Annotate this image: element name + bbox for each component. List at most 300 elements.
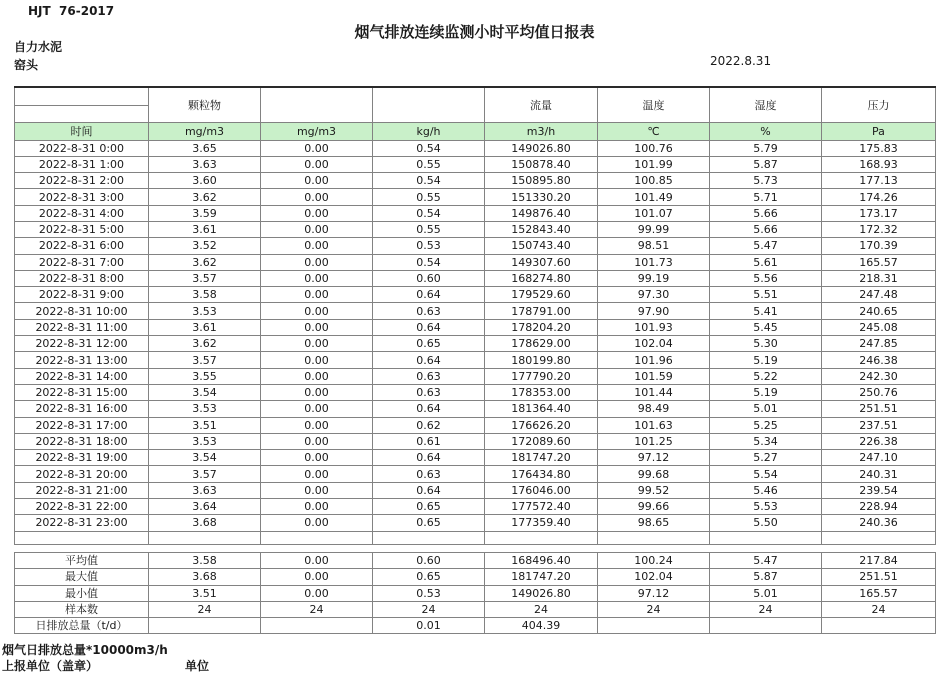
- value-cell: 3.55: [149, 368, 261, 384]
- time-cell: 2022-8-31 14:00: [15, 368, 149, 384]
- table-row: [15, 433, 936, 449]
- value-cell: 0.00: [261, 466, 373, 482]
- value-cell: 0.62: [373, 417, 485, 433]
- summary-label: 平均值: [15, 553, 149, 569]
- value-cell: 181747.20: [485, 450, 598, 466]
- value-cell: 101.07: [598, 205, 710, 221]
- summary-value-cell: 165.57: [822, 585, 936, 601]
- value-cell: 0.00: [261, 368, 373, 384]
- table-row: [15, 254, 936, 270]
- time-column-header: 时间: [15, 123, 149, 141]
- value-cell: 5.54: [710, 466, 822, 482]
- time-cell: 2022-8-31 18:00: [15, 433, 149, 449]
- value-cell: 0.00: [261, 384, 373, 400]
- value-cell: 239.54: [822, 482, 936, 498]
- value-cell: 172089.60: [485, 433, 598, 449]
- summary-value-cell: [261, 618, 373, 634]
- value-cell: 177359.40: [485, 515, 598, 531]
- table-row: [15, 336, 936, 352]
- value-cell: 3.51: [149, 417, 261, 433]
- summary-row: [15, 618, 936, 634]
- summary-label: 日排放总量（t/d）: [15, 618, 149, 634]
- value-cell: 0.64: [373, 352, 485, 368]
- value-cell: 228.94: [822, 499, 936, 515]
- value-cell: 177.13: [822, 173, 936, 189]
- summary-row: [15, 569, 936, 585]
- time-cell: 2022-8-31 21:00: [15, 482, 149, 498]
- col-header-blank-2: [373, 87, 485, 123]
- value-cell: 5.19: [710, 352, 822, 368]
- value-cell: 0.64: [373, 319, 485, 335]
- value-cell: 98.65: [598, 515, 710, 531]
- value-cell: 173.17: [822, 205, 936, 221]
- summary-value-cell: 0.01: [373, 618, 485, 634]
- col-header-humidity: 湿度: [710, 87, 822, 123]
- footnote-reporting-unit: 上报单位（盖章）: [2, 659, 99, 673]
- summary-value-cell: 404.39: [485, 618, 598, 634]
- value-cell: 5.87: [710, 156, 822, 172]
- value-cell: 0.64: [373, 287, 485, 303]
- table-row: [15, 368, 936, 384]
- value-cell: 0.00: [261, 140, 373, 156]
- value-cell: 3.61: [149, 319, 261, 335]
- value-cell: 0.54: [373, 173, 485, 189]
- value-cell: 0.64: [373, 401, 485, 417]
- header-blank-top: [15, 87, 149, 105]
- table-row: [15, 173, 936, 189]
- time-cell: 2022-8-31 20:00: [15, 466, 149, 482]
- col-header-temperature: 温度: [598, 87, 710, 123]
- value-cell: 101.96: [598, 352, 710, 368]
- summary-label: 样本数: [15, 601, 149, 617]
- time-cell: 2022-8-31 1:00: [15, 156, 149, 172]
- value-cell: 180199.80: [485, 352, 598, 368]
- value-cell: 99.99: [598, 221, 710, 237]
- footnote-unit: 单位: [185, 659, 210, 673]
- summary-value-cell: 0.60: [373, 553, 485, 569]
- value-cell: 240.36: [822, 515, 936, 531]
- time-cell: 2022-8-31 7:00: [15, 254, 149, 270]
- value-cell: 3.62: [149, 254, 261, 270]
- value-cell: 3.68: [149, 515, 261, 531]
- summary-label: 最大值: [15, 569, 149, 585]
- value-cell: 149876.40: [485, 205, 598, 221]
- value-cell: 240.31: [822, 466, 936, 482]
- table-row: [15, 205, 936, 221]
- unit-cell: ℃: [598, 123, 710, 141]
- value-cell: 218.31: [822, 270, 936, 286]
- value-cell: 101.59: [598, 368, 710, 384]
- summary-value-cell: 181747.20: [485, 569, 598, 585]
- data-rows: [15, 140, 936, 531]
- value-cell: 102.04: [598, 336, 710, 352]
- value-cell: 0.00: [261, 336, 373, 352]
- summary-value-cell: 24: [598, 601, 710, 617]
- value-cell: 0.54: [373, 254, 485, 270]
- value-cell: 3.57: [149, 466, 261, 482]
- value-cell: 5.61: [710, 254, 822, 270]
- table-row: [15, 156, 936, 172]
- table-row: [15, 515, 936, 531]
- value-cell: 247.10: [822, 450, 936, 466]
- table-row: [15, 303, 936, 319]
- value-cell: 100.76: [598, 140, 710, 156]
- value-cell: 0.00: [261, 401, 373, 417]
- table-row: [15, 417, 936, 433]
- value-cell: 99.52: [598, 482, 710, 498]
- value-cell: 101.63: [598, 417, 710, 433]
- summary-value-cell: [598, 618, 710, 634]
- value-cell: 0.65: [373, 515, 485, 531]
- value-cell: 0.54: [373, 140, 485, 156]
- blank-cell: [373, 531, 485, 544]
- report-date: 2022.8.31: [710, 54, 772, 68]
- value-cell: 5.25: [710, 417, 822, 433]
- value-cell: 3.54: [149, 384, 261, 400]
- value-cell: 237.51: [822, 417, 936, 433]
- time-cell: 2022-8-31 2:00: [15, 173, 149, 189]
- summary-value-cell: 102.04: [598, 569, 710, 585]
- col-header-flow: 流量: [485, 87, 598, 123]
- summary-value-cell: 5.87: [710, 569, 822, 585]
- value-cell: 5.45: [710, 319, 822, 335]
- header-blank-bottom: [15, 105, 149, 123]
- value-cell: 251.51: [822, 401, 936, 417]
- value-cell: 3.62: [149, 336, 261, 352]
- summary-value-cell: 24: [485, 601, 598, 617]
- value-cell: 3.53: [149, 433, 261, 449]
- time-cell: 2022-8-31 5:00: [15, 221, 149, 237]
- time-cell: 2022-8-31 4:00: [15, 205, 149, 221]
- value-cell: 0.00: [261, 156, 373, 172]
- blank-cell: [598, 531, 710, 544]
- value-cell: 152843.40: [485, 221, 598, 237]
- summary-row: [15, 585, 936, 601]
- value-cell: 178629.00: [485, 336, 598, 352]
- value-cell: 0.00: [261, 417, 373, 433]
- unit-cell: mg/m3: [149, 123, 261, 141]
- time-cell: 2022-8-31 0:00: [15, 140, 149, 156]
- unit-cell: mg/m3: [261, 123, 373, 141]
- blank-cell: [15, 531, 149, 544]
- table-row: [15, 450, 936, 466]
- summary-value-cell: 3.68: [149, 569, 261, 585]
- time-cell: 2022-8-31 3:00: [15, 189, 149, 205]
- value-cell: 5.22: [710, 368, 822, 384]
- value-cell: 0.00: [261, 433, 373, 449]
- summary-value-cell: 168496.40: [485, 553, 598, 569]
- time-cell: 2022-8-31 16:00: [15, 401, 149, 417]
- value-cell: 247.48: [822, 287, 936, 303]
- value-cell: 101.49: [598, 189, 710, 205]
- summary-row: [15, 601, 936, 617]
- value-cell: 250.76: [822, 384, 936, 400]
- standard-code: HJT 76-2017: [28, 4, 115, 18]
- summary-value-cell: 0.00: [261, 585, 373, 601]
- summary-rows: [15, 553, 936, 634]
- summary-value-cell: 24: [373, 601, 485, 617]
- value-cell: 0.53: [373, 238, 485, 254]
- value-cell: 0.64: [373, 482, 485, 498]
- summary-value-cell: 100.24: [598, 553, 710, 569]
- summary-value-cell: 0.00: [261, 569, 373, 585]
- value-cell: 98.49: [598, 401, 710, 417]
- value-cell: 0.63: [373, 303, 485, 319]
- value-cell: 3.57: [149, 352, 261, 368]
- value-cell: 0.00: [261, 352, 373, 368]
- value-cell: 5.73: [710, 173, 822, 189]
- value-cell: 3.63: [149, 482, 261, 498]
- value-cell: 0.00: [261, 221, 373, 237]
- value-cell: 0.00: [261, 303, 373, 319]
- value-cell: 97.30: [598, 287, 710, 303]
- time-cell: 2022-8-31 13:00: [15, 352, 149, 368]
- value-cell: 168274.80: [485, 270, 598, 286]
- value-cell: 99.68: [598, 466, 710, 482]
- table-row: [15, 466, 936, 482]
- value-cell: 168.93: [822, 156, 936, 172]
- value-cell: 150743.40: [485, 238, 598, 254]
- value-cell: 0.61: [373, 433, 485, 449]
- value-cell: 3.65: [149, 140, 261, 156]
- table-row: [15, 270, 936, 286]
- summary-value-cell: 5.47: [710, 553, 822, 569]
- value-cell: 149307.60: [485, 254, 598, 270]
- time-cell: 2022-8-31 15:00: [15, 384, 149, 400]
- value-cell: 5.27: [710, 450, 822, 466]
- value-cell: 246.38: [822, 352, 936, 368]
- table-row: [15, 384, 936, 400]
- value-cell: 101.44: [598, 384, 710, 400]
- value-cell: 98.51: [598, 238, 710, 254]
- value-cell: 175.83: [822, 140, 936, 156]
- summary-label: 最小值: [15, 585, 149, 601]
- group-header-row: [15, 87, 936, 105]
- value-cell: 0.55: [373, 189, 485, 205]
- summary-value-cell: 3.51: [149, 585, 261, 601]
- value-cell: 3.63: [149, 156, 261, 172]
- value-cell: 3.59: [149, 205, 261, 221]
- value-cell: 3.62: [149, 189, 261, 205]
- summary-value-cell: 217.84: [822, 553, 936, 569]
- value-cell: 5.51: [710, 287, 822, 303]
- value-cell: 0.55: [373, 156, 485, 172]
- table-row: [15, 482, 936, 498]
- time-cell: 2022-8-31 12:00: [15, 336, 149, 352]
- unit-cell: m3/h: [485, 123, 598, 141]
- value-cell: 5.66: [710, 205, 822, 221]
- value-cell: 0.00: [261, 482, 373, 498]
- value-cell: 0.00: [261, 319, 373, 335]
- summary-value-cell: [710, 618, 822, 634]
- value-cell: 5.50: [710, 515, 822, 531]
- summary-value-cell: 149026.80: [485, 585, 598, 601]
- summary-row: [15, 553, 936, 569]
- time-cell: 2022-8-31 9:00: [15, 287, 149, 303]
- value-cell: 226.38: [822, 433, 936, 449]
- value-cell: 99.66: [598, 499, 710, 515]
- value-cell: 240.65: [822, 303, 936, 319]
- summary-value-cell: 24: [261, 601, 373, 617]
- summary-value-cell: 24: [710, 601, 822, 617]
- unit-cell: kg/h: [373, 123, 485, 141]
- col-header-particulate: 颗粒物: [149, 87, 261, 123]
- value-cell: 176434.80: [485, 466, 598, 482]
- value-cell: 149026.80: [485, 140, 598, 156]
- summary-value-cell: 0.53: [373, 585, 485, 601]
- value-cell: 5.19: [710, 384, 822, 400]
- summary-value-cell: [822, 618, 936, 634]
- summary-value-cell: 0.00: [261, 553, 373, 569]
- table-row: [15, 352, 936, 368]
- col-header-pressure: 压力: [822, 87, 936, 123]
- value-cell: 170.39: [822, 238, 936, 254]
- value-cell: 97.90: [598, 303, 710, 319]
- value-cell: 0.55: [373, 221, 485, 237]
- time-cell: 2022-8-31 10:00: [15, 303, 149, 319]
- summary-value-cell: 0.65: [373, 569, 485, 585]
- value-cell: 0.00: [261, 499, 373, 515]
- value-cell: 242.30: [822, 368, 936, 384]
- table-row: [15, 140, 936, 156]
- value-cell: 150878.40: [485, 156, 598, 172]
- value-cell: 5.79: [710, 140, 822, 156]
- value-cell: 151330.20: [485, 189, 598, 205]
- value-cell: 178353.00: [485, 384, 598, 400]
- value-cell: 5.41: [710, 303, 822, 319]
- value-cell: 176626.20: [485, 417, 598, 433]
- blank-cell: [485, 531, 598, 544]
- footnote-daily-total: 烟气日排放总量*10000m3/h: [2, 643, 168, 657]
- value-cell: 0.00: [261, 515, 373, 531]
- summary-table: [14, 552, 936, 634]
- value-cell: 5.01: [710, 401, 822, 417]
- summary-value-cell: 24: [149, 601, 261, 617]
- value-cell: 3.58: [149, 287, 261, 303]
- time-cell: 2022-8-31 22:00: [15, 499, 149, 515]
- value-cell: 101.99: [598, 156, 710, 172]
- value-cell: 100.85: [598, 173, 710, 189]
- value-cell: 5.34: [710, 433, 822, 449]
- value-cell: 3.53: [149, 401, 261, 417]
- blank-cell: [710, 531, 822, 544]
- table-row: [15, 319, 936, 335]
- table-row: [15, 238, 936, 254]
- time-cell: 2022-8-31 17:00: [15, 417, 149, 433]
- value-cell: 0.63: [373, 384, 485, 400]
- value-cell: 0.65: [373, 499, 485, 515]
- unit-cell: Pa: [822, 123, 936, 141]
- time-cell: 2022-8-31 11:00: [15, 319, 149, 335]
- value-cell: 5.47: [710, 238, 822, 254]
- summary-value-cell: 24: [822, 601, 936, 617]
- table-row: [15, 401, 936, 417]
- table-row: [15, 189, 936, 205]
- value-cell: 5.53: [710, 499, 822, 515]
- blank-cell: [149, 531, 261, 544]
- value-cell: 0.00: [261, 205, 373, 221]
- value-cell: 178791.00: [485, 303, 598, 319]
- station-name: 窑头: [14, 58, 39, 72]
- col-header-blank-1: [261, 87, 373, 123]
- value-cell: 101.73: [598, 254, 710, 270]
- value-cell: 0.00: [261, 238, 373, 254]
- value-cell: 0.64: [373, 450, 485, 466]
- summary-value-cell: [149, 618, 261, 634]
- value-cell: 0.00: [261, 173, 373, 189]
- value-cell: 3.61: [149, 221, 261, 237]
- value-cell: 97.12: [598, 450, 710, 466]
- value-cell: 0.63: [373, 368, 485, 384]
- value-cell: 177572.40: [485, 499, 598, 515]
- time-cell: 2022-8-31 6:00: [15, 238, 149, 254]
- value-cell: 101.25: [598, 433, 710, 449]
- value-cell: 0.00: [261, 450, 373, 466]
- summary-value-cell: 251.51: [822, 569, 936, 585]
- time-cell: 2022-8-31 23:00: [15, 515, 149, 531]
- value-cell: 0.60: [373, 270, 485, 286]
- summary-value-cell: 97.12: [598, 585, 710, 601]
- value-cell: 3.60: [149, 173, 261, 189]
- value-cell: 101.93: [598, 319, 710, 335]
- blank-cell: [822, 531, 936, 544]
- report-table: [14, 86, 936, 545]
- value-cell: 150895.80: [485, 173, 598, 189]
- summary-value-cell: 3.58: [149, 553, 261, 569]
- table-row: [15, 221, 936, 237]
- value-cell: 3.57: [149, 270, 261, 286]
- value-cell: 0.63: [373, 466, 485, 482]
- value-cell: 3.53: [149, 303, 261, 319]
- value-cell: 5.30: [710, 336, 822, 352]
- blank-cell: [261, 531, 373, 544]
- unit-row: [15, 123, 936, 141]
- value-cell: 247.85: [822, 336, 936, 352]
- value-cell: 0.54: [373, 205, 485, 221]
- unit-cell: %: [710, 123, 822, 141]
- value-cell: 245.08: [822, 319, 936, 335]
- value-cell: 5.56: [710, 270, 822, 286]
- value-cell: 178204.20: [485, 319, 598, 335]
- value-cell: 5.66: [710, 221, 822, 237]
- value-cell: 3.54: [149, 450, 261, 466]
- table-row: [15, 499, 936, 515]
- value-cell: 0.00: [261, 189, 373, 205]
- value-cell: 5.71: [710, 189, 822, 205]
- summary-value-cell: 5.01: [710, 585, 822, 601]
- page-title: 烟气排放连续监测小时平均值日报表: [354, 23, 595, 41]
- value-cell: 165.57: [822, 254, 936, 270]
- spacer-row: [15, 531, 936, 544]
- value-cell: 177790.20: [485, 368, 598, 384]
- table-row: [15, 287, 936, 303]
- value-cell: 5.46: [710, 482, 822, 498]
- value-cell: 181364.40: [485, 401, 598, 417]
- value-cell: 3.52: [149, 238, 261, 254]
- value-cell: 3.64: [149, 499, 261, 515]
- company-name: 自力水泥: [14, 40, 63, 54]
- value-cell: 0.00: [261, 270, 373, 286]
- value-cell: 176046.00: [485, 482, 598, 498]
- value-cell: 0.65: [373, 336, 485, 352]
- value-cell: 174.26: [822, 189, 936, 205]
- value-cell: 0.00: [261, 254, 373, 270]
- value-cell: 179529.60: [485, 287, 598, 303]
- time-cell: 2022-8-31 8:00: [15, 270, 149, 286]
- time-cell: 2022-8-31 19:00: [15, 450, 149, 466]
- value-cell: 0.00: [261, 287, 373, 303]
- value-cell: 172.32: [822, 221, 936, 237]
